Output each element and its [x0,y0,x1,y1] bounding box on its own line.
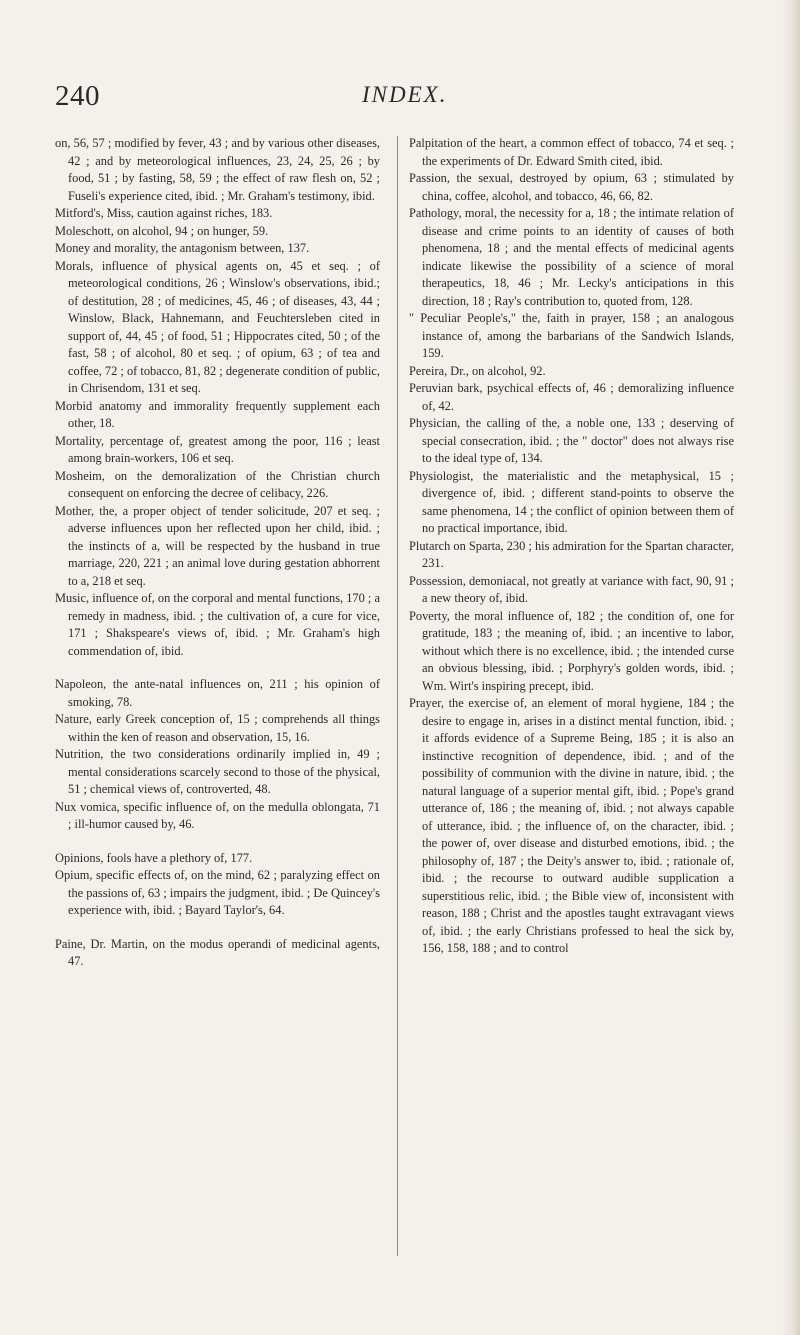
column-divider [397,136,398,1256]
index-column-left [55,135,380,971]
page-edge-shadow [782,0,800,1335]
index-entry: Nux vomica, specific influence of, on the medulla oblongata, 71 ; ill-humor caused by, 46. [55,799,380,831]
letter-group-gap [55,920,380,936]
index-entry: Passion, the sexual, destroyed by opium, 63 ; stimulated by china, coffee, alcohol, and tobacco, 46, 66, 82. [409,171,734,203]
index-entry: Mortality, percentage of, greatest among the poor, 116 ; least among brain-workers, 106 et seq. [55,433,380,465]
index-entry: Poverty, the moral influence of, 182 ; the condition of, one for gratitude, 183 ; the meaning of, ibid. ; an incentive to labor, without which there is no excellence, ibid. ; the intended curse an obvious blessing, ibid. ; Porphyry's golden words, ibid. ; Wm. Wirt's inspiring precept, ibid. [409,608,734,693]
index-entry: Prayer, the exercise of, an element of moral hygiene, 184 ; the desire to engage in, arises in a distinct mental function, ibid. ; it affords evidence of a Supreme Being, 185 ; it is also an instinctive recognition of dependence, ibid. ; and of the possibility of communion with the divine in nature, ibid. ; the natural language of a superior mental gift, ibid. ; Pope's grand utterance of, 186 ; the meaning of, ibid. ; not always capable of utterance, ibid. ; the influence of, on the character, ibid. ; the power of, over disease and disturbed emotions, ibid. ; the philosophy of, 187 ; the Deity's answer to, ibid. ; rationale of, ibid. ; the recourse to outward audible supplication a superstitious relic, ibid. ; the Bible view of, inconsistent with reason, 188 ; Christ and the apostles taught extravagant views of, ibid. ; the early Christians professed to heal the sick by, 156, 158, 188 ; and to control [409,696,734,955]
index-entry: Opium, specific effects of, on the mind, 62 ; paralyzing effect on the passions of, 63 ; impairs the judgment, ibid. ; De Quincey's experience with, ibid. ; Bayard Taylor's, 64. [55,868,380,917]
index-entry: Nutrition, the two considerations ordinarily implied in, 49 ; mental considerations scarcely second to those of the physical, 51 ; chemical views of, controverted, 48. [55,747,380,796]
index-entry: Physician, the calling of the, a noble one, 133 ; deserving of special consecration, ibid. ; the " doctor" does not always rise to the ideal type of, 134. [409,416,734,465]
index-entry: Money and morality, the antagonism between, 137. [55,241,310,255]
page-header [0,80,800,120]
index-entry: Paine, Dr. Martin, on the modus operandi of medicinal agents, 47. [55,936,380,968]
index-entry: Physiologist, the materialistic and the metaphysical, 15 ; divergence of, ibid. ; different stand-points to observe the same phenomena, 14 ; the conflict of opinion between them of no practical importance, ibid. [409,468,734,535]
letter-group-gap [55,660,380,676]
index-entry: Moleschott, on alcohol, 94 ; on hunger, 59. [55,223,269,238]
index-entry: Nature, early Greek conception of, 15 ; comprehends all things within the ken of reason and observation, 15, 16. [55,712,380,744]
index-entry: " Peculiar People's," the, faith in prayer, 158 ; an analogous instance of, among the barbarians of the Sandwich Islands, 159. [409,311,734,360]
index-entry: Mother, the, a proper object of tender solicitude, 207 et seq. ; adverse influences upon her reflected upon her child, ibid. ; the instincts of a, will be respected by the husband in true marriage, 220, 221 ; an animal love during gestation abhorrent to a, 218 et seq. [55,503,380,588]
index-entry: Palpitation of the heart, a common effect of tobacco, 74 et seq. ; the experiments of Dr. Edward Smith cited, ibid. [409,136,734,168]
index-entry: Plutarch on Sparta, 230 ; his admiration for the Spartan character, 231. [409,538,734,570]
index-entry: Pathology, moral, the necessity for a, 18 ; the intimate relation of disease and crime points to an identity of causes of both phenomena, 18 ; and the mental effects of medicinal agents indicate likewise the possibility of a science of moral therapeutics, 18, 46 ; Mr. Lecky's anticipations in this direction, 18 ; Ray's contribution to, quoted from, 128. [409,206,734,308]
index-entry: Mitford's, Miss, caution against riches, 183. [55,206,273,220]
index-entry: on, 56, 57 ; modified by fever, 43 ; and by various other diseases, 42 ; and by meteorological influences, 23, 24, 25, 26 ; by food, 51 ; by fasting, 58, 59 ; the effect of raw flesh on, 52 ; Fuseli's experience cited, ibid. ; Mr. Graham's testimony, ibid. [55,136,380,203]
index-entry: Peruvian bark, psychical effects of, 46 ; demoralizing influence of, 42. [409,381,734,413]
running-head: INDEX. [362,82,448,107]
page-number: 240 [55,80,100,112]
index-entry: Opinions, fools have a plethory of, 177. [55,850,253,865]
index-entry: Possession, demoniacal, not greatly at variance with fact, 90, 91 ; a new theory of, ibid. [409,573,734,605]
index-entry: Music, influence of, on the corporal and mental functions, 170 ; a remedy in madness, ibid. ; the cultivation of, a cure for vice, 171 ; Shakspeare's views of, ibid. ; Mr. Graham's high commendation of, ibid. [55,591,380,658]
index-column-right [409,135,734,958]
index-entry: Napoleon, the ante-natal influences on, 211 ; his opinion of smoking, 78. [55,677,380,709]
index-entry: Mosheim, on the demoralization of the Christian church consequent on enforcing the decree of celibacy, 226. [55,468,380,500]
letter-group-gap [55,834,380,850]
index-entry: Pereira, Dr., on alcohol, 92. [409,363,546,378]
index-entry: Morals, influence of physical agents on, 45 et seq. ; of meteorological conditions, 26 ; Winslow's observations, ibid.; of destitution, 28 ; of medicines, 45, 46 ; of diseases, 43, 44 ; Winslow, Black, Hahnemann, and Feuchtersleben cited in support of, 44, 45 ; of food, 51 ; Hippocrates cited, 50 ; of the fast, 58 ; of alcohol, 80 et seq. ; of opium, 63 ; of tea and coffee, 72 ; of tobacco, 81, 82 ; degenerate condition of public, in Chrisendom, 131 et seq. [55,258,380,395]
index-entry: Morbid anatomy and immorality frequently supplement each other, 18. [55,398,380,430]
